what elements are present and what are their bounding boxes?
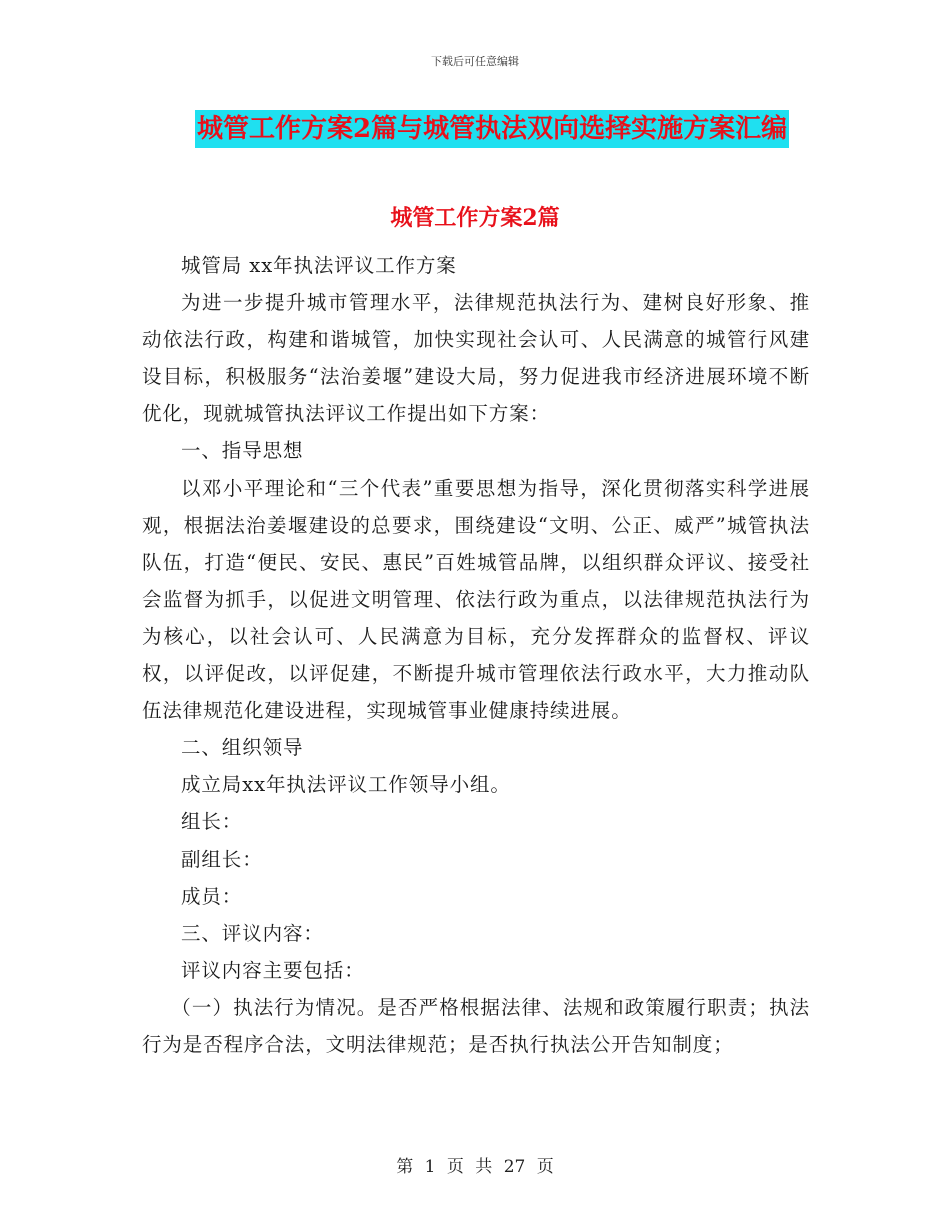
paragraph-evaluation-main: 评议内容主要包括：: [181, 958, 365, 982]
document-body: [142, 247, 810, 1063]
paragraph-plan-title: 城管局 xx年执法评议工作方案: [181, 254, 457, 277]
header-note: 下载后可任意编辑: [431, 55, 519, 68]
paragraph-guiding-ideology: 以邓小平理论和“三个代表”重要思想为指导，深化贯彻落实科学进展观，根据法治姜堰建设的总要求，围绕建设“文明、公正、威严”城管执法队伍，打造“便民、安民、惠民”百姓城管品牌，以组织群众评议、接受社会监督为抓手，以促进文明管理、依法行政为重点，以法律规范执法行为为核心，以社会认可、人民满意为目标，充分发挥群众的监督权、评议权，以评促改，以评促建，不断提升城市管理依法行政水平，大力推动队伍法律规范化建设进程，实现城管事业健康持续进展。: [142, 476, 810, 723]
page-footer: 第 1 页 共 27 页: [396, 1157, 554, 1177]
document-title: 城管工作方案2篇与城管执法双向选择实施方案汇编: [195, 110, 789, 148]
heading-organization: 二、组织领导: [181, 736, 304, 760]
paragraph-members: 成员：: [181, 884, 243, 908]
paragraph-intro: 为进一步提升城市管理水平，法律规范执法行为、建树良好形象、推动依法行政，构建和谐城管，加快实现社会认可、人民满意的城管行风建设目标，积极服务“法治姜堰”建设大局，努力促进我市经济进展环境不断优化，现就城管执法评议工作提出如下方案：: [142, 291, 810, 426]
heading-guiding-ideology: 一、指导思想: [181, 439, 304, 463]
paragraph-deputy-leader: 副组长：: [181, 847, 263, 871]
paragraph-group-leader: 组长：: [181, 810, 243, 834]
heading-evaluation-content: 三、评议内容：: [181, 921, 324, 945]
paragraph-leading-group: 成立局xx年执法评议工作领导小组。: [181, 773, 511, 797]
section-title: 城管工作方案2篇: [390, 205, 560, 231]
paragraph-enforcement-behavior: （一）执法行为情况。是否严格根据法律、法规和政策履行职责；执法行为是否程序合法，文明法律规范；是否执行执法公开告知制度；: [142, 995, 810, 1056]
